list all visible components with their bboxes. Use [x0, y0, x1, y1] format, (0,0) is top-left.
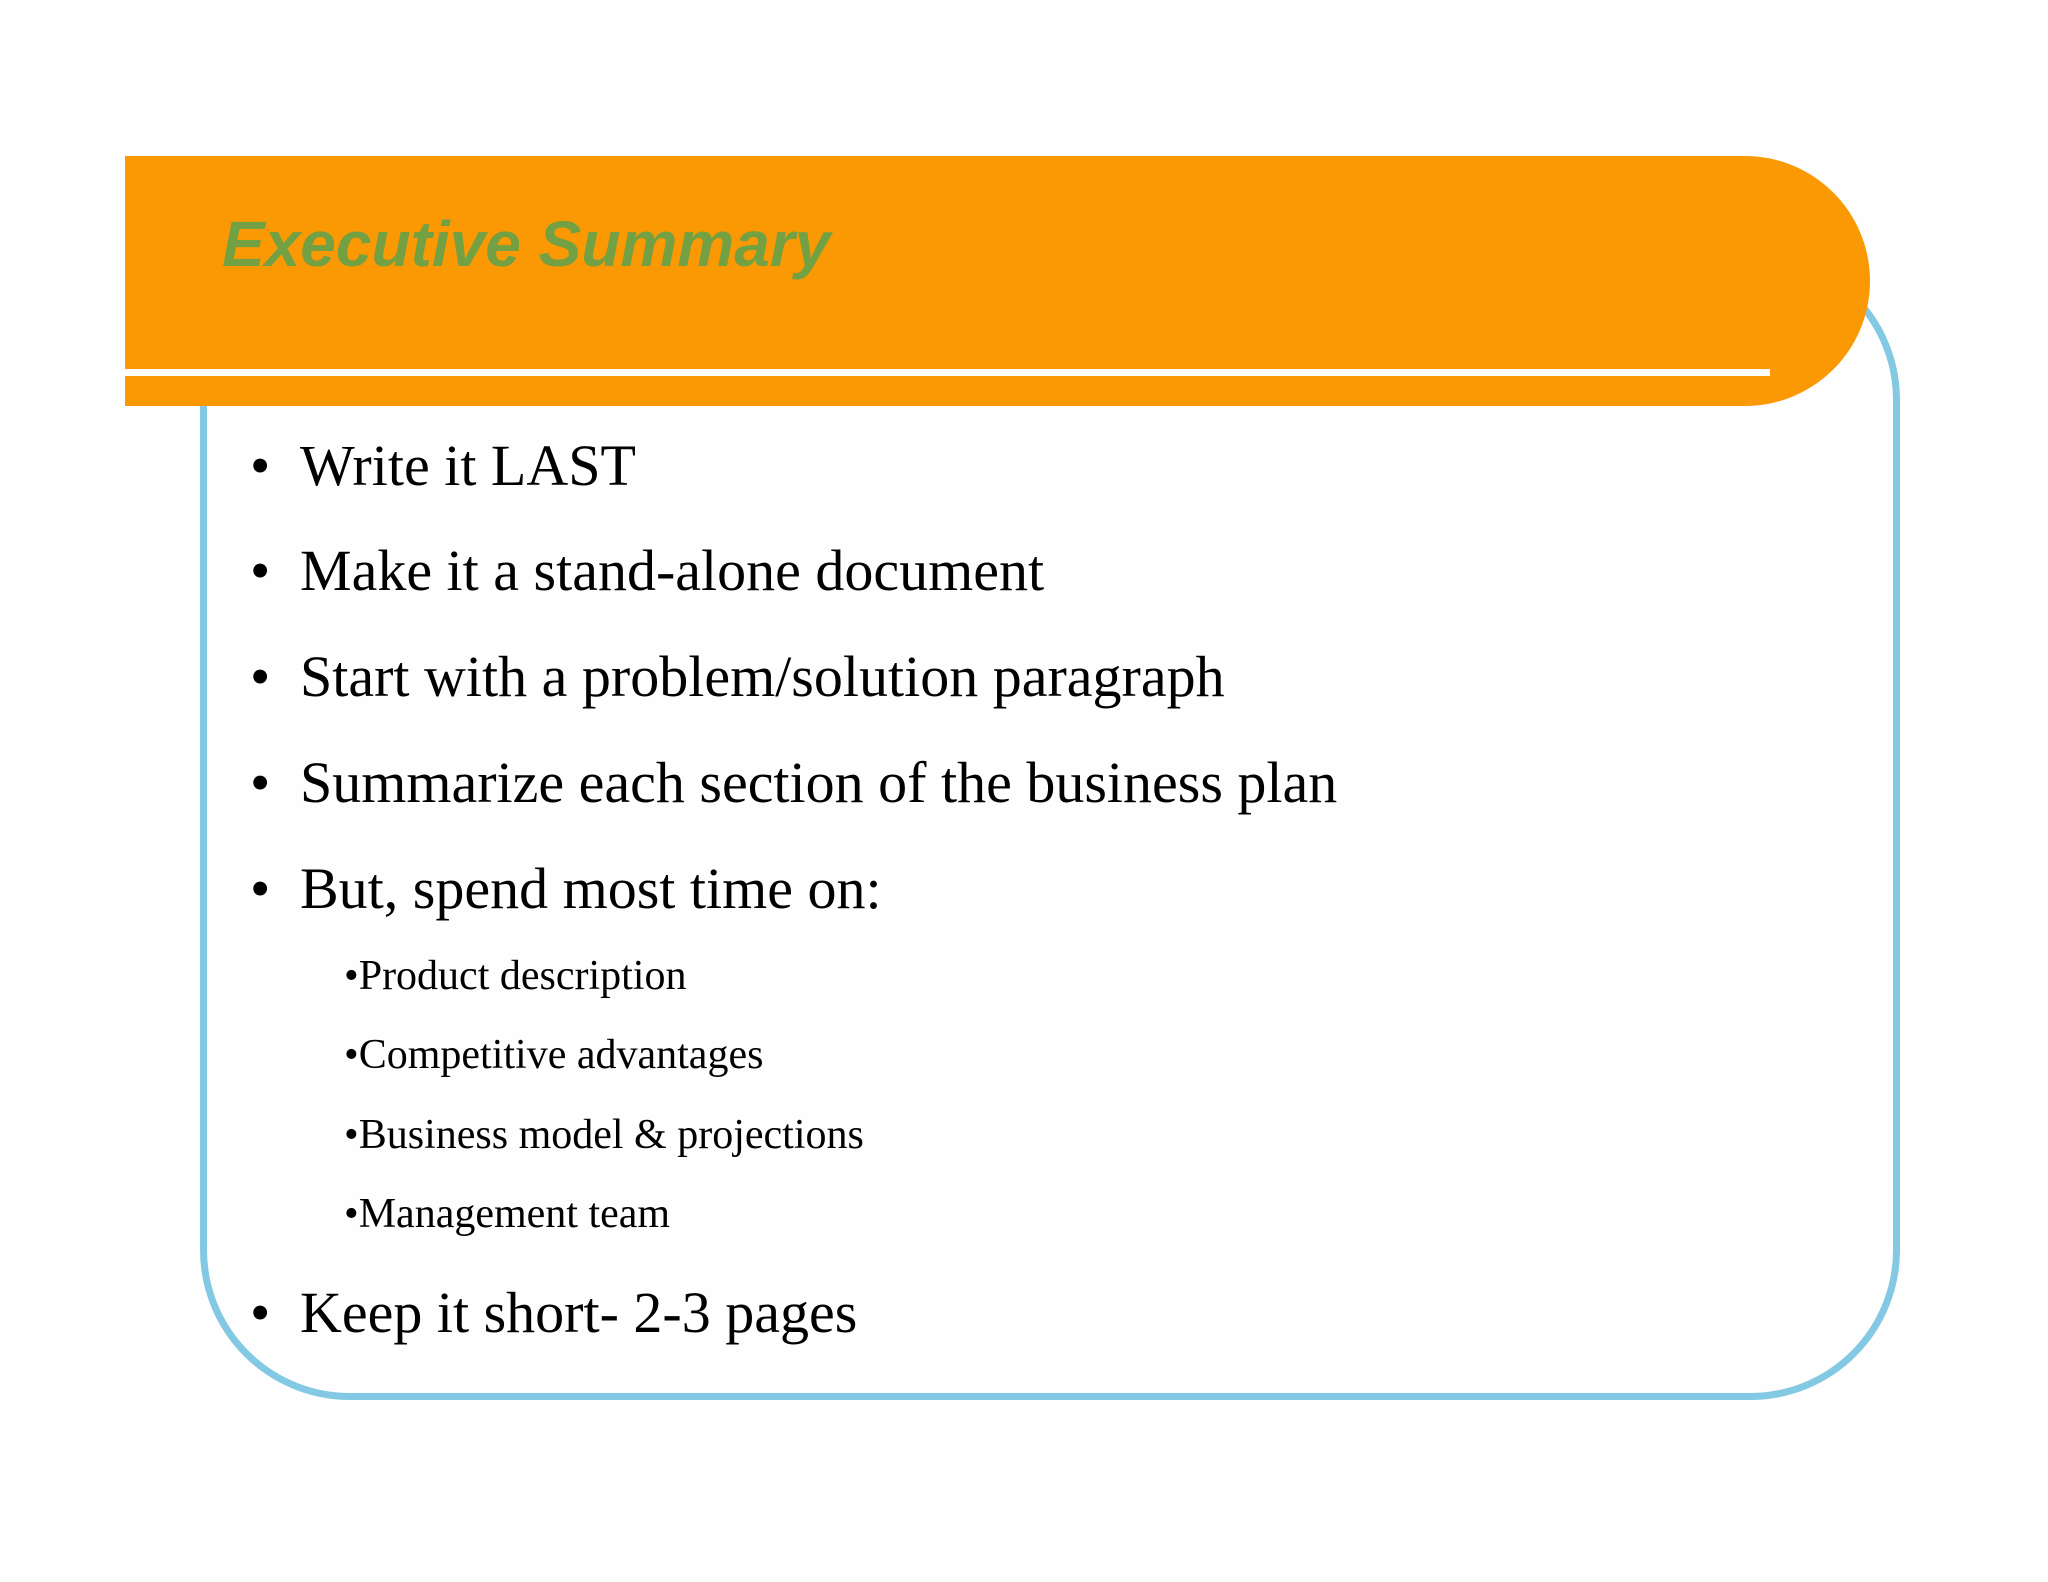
slide-title: Executive Summary	[222, 208, 831, 280]
bullet-glyph: •	[250, 1280, 271, 1345]
bullet-glyph: •	[250, 856, 271, 921]
bullet-item	[250, 856, 882, 921]
bullet-item	[250, 1280, 858, 1345]
bullet-item	[250, 644, 1225, 709]
bullet-item	[250, 538, 1045, 603]
bullet-glyph: •	[250, 433, 271, 498]
bullet-glyph: •	[250, 644, 271, 709]
bullet-text: Start with a problem/solution paragraph	[300, 644, 1225, 709]
sub-bullet-item: •Business model & projections	[344, 1112, 864, 1158]
bullet-text: Keep it short- 2-3 pages	[300, 1280, 858, 1345]
bullet-item	[250, 750, 1338, 815]
sub-bullet-item: •Product description	[344, 953, 687, 999]
sub-bullet-item: •Management team	[344, 1191, 671, 1237]
bullet-text: But, spend most time on:	[300, 856, 882, 921]
header-divider	[125, 369, 1770, 376]
bullet-item	[250, 433, 636, 498]
bullet-glyph: •	[250, 750, 271, 815]
bullet-text: Make it a stand-alone document	[300, 538, 1045, 603]
bullet-glyph: •	[250, 538, 271, 603]
sub-bullet-item: •Competitive advantages	[344, 1032, 764, 1078]
bullet-text: Write it LAST	[300, 433, 636, 498]
bullet-text: Summarize each section of the business plan	[300, 750, 1338, 815]
